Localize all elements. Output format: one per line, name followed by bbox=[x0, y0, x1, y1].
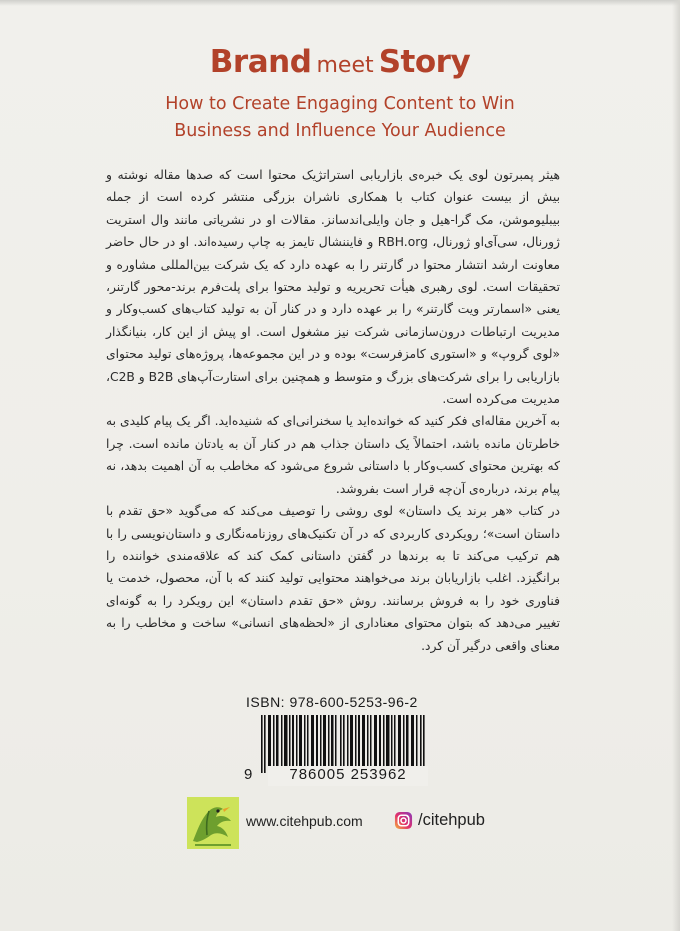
subtitle-line-1: How to Create Engaging Content to Win bbox=[165, 94, 515, 114]
book-title bbox=[0, 40, 680, 89]
cover-top-edge bbox=[0, 0, 680, 6]
isbn-barcode bbox=[261, 715, 429, 773]
title-word-brand: Brand bbox=[209, 44, 312, 80]
title-word-meet: meet bbox=[316, 53, 374, 78]
isbn-label: ISBN: 978-600-5253-96-2 bbox=[246, 694, 418, 710]
publisher-bird-logo-icon bbox=[187, 797, 239, 849]
blurb-paragraph-author: هیثر پمبرتون لوی یک خبره‌ی بازاریابی استراتژیک محتوا است که صدها مقاله نوشته و بیش از بیست عنوان کتاب با همکاری ناشران بزرگی منتشر کرده است از جمله بیبلیوموشن، مک گرا-هیل و جان وایلی‌اندسانز. مقالات او در نشریاتی مانند وال استریت ژورنال، سی‌آی‌او ژورنال، RBH.org و فایننشال تایمز به چاپ رسیده‌اند. او در حال حاضر معاونت ارشد انتشار محتوا در گارتنر را به عهده دارد که یک شرکت بین‌المللی مشاوره و تحقیقات است. لوی رهبری هیأت تحریریه و تولید محتوا برای پلت‌فرم برند-محور گارتنر، یعنی «اسمارتر ویت گارتنر» را بر عهده دارد و در کنار آن به تولید کتاب‌های کسب‌وکار و مدیریت ارتباطات درون‌سازمانی شرکت نیز مشغول است. او پیش از این کار، بنیانگذار «لوی گروپ» و «استوری کامز‌فرست» بوده و در این مجموعه‌ها، پروژه‌های تولید محتوای بازاریابی را برای شرکت‌های بزرگ و متوسط و همچنین برای استارت‌آپ‌های B2B و C2B، مدیریت می‌کرده است. bbox=[106, 168, 560, 407]
publisher-website: www.citehpub.com bbox=[246, 813, 363, 829]
subtitle-line-2: Business and Influence Your Audience bbox=[174, 121, 506, 141]
instagram-handle: /citehpub bbox=[418, 811, 485, 829]
blurb-paragraph-method: در کتاب «هر برند یک داستان» لوی روشی را توصیف می‌کند که می‌گوید «حق تقدم با داستان است»؛ رویکردی کاربردی که در آن تکنیک‌های روزنامه‌نگاری و داستان‌نویسی را با هم ترکیب می‌کند تا به برندها در گفتن داستانی کمک کند که علاقه‌مندی خواننده را برانگیزد. اغلب بازاریابان برند می‌خواهند محتوایی تولید کنند که با آن، محصول، خدمت یا فناوری خود را به فروش برسانند. روش «حق تقدم داستان» این رویکرد را به گونه‌ای تغییر می‌دهد که بتوان محتوای معناداری از «لحظه‌های انسانی» ساخت و مخاطب را به معنای واقعی درگیر آن کرد. bbox=[106, 504, 560, 653]
instagram-icon bbox=[394, 811, 413, 830]
title-word-story: Story bbox=[378, 44, 471, 80]
barcode-digits: 786005 253962 bbox=[268, 766, 428, 786]
barcode-first-digit: 9 bbox=[244, 766, 254, 783]
blurb-text bbox=[106, 164, 560, 657]
blurb-paragraph-hook: به آخرین مقاله‌ای فکر کنید که خوانده‌اید یا سخنرانی‌ای که شنیده‌اید. اگر یک پیام کلیدی به خاطرتان مانده باشد، احتمالاً یک داستان جذاب هم در کنار آن به یادتان مانده است. چرا که بهترین محتوای کسب‌وکار با داستانی شروع می‌شود که مخاطب به آن اهمیت بدهد، نه پیام برند، درباره‌ی آن‌چه قرار است بفروشد. bbox=[106, 414, 560, 496]
